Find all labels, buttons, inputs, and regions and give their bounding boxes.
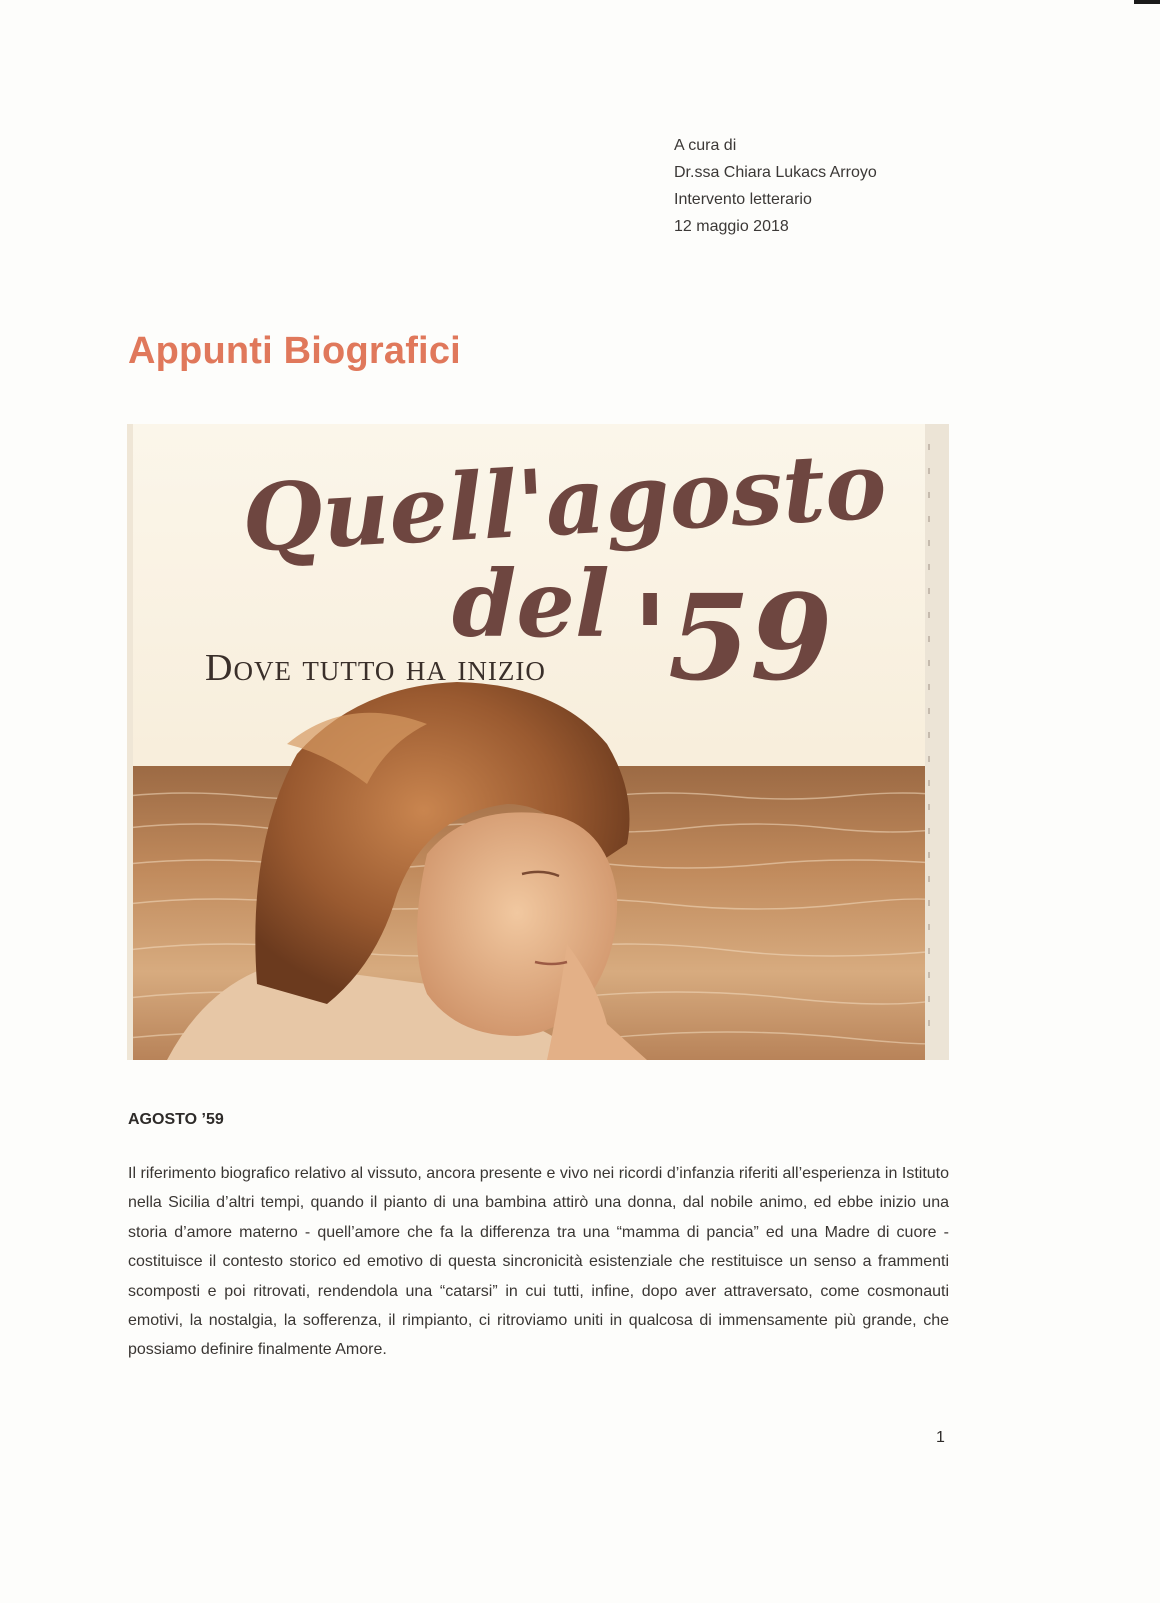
event-type: Intervento letterario [674, 191, 812, 208]
page-number: 1 [936, 1429, 945, 1446]
book-cover-image [127, 424, 949, 1060]
body-paragraph: Il riferimento biografico relativo al vissuto, ancora presente e vivo nei ricordi d’infanzia riferiti all’esperienza in Istituto nella Sicilia d’altri tempi, quando il pianto di una bambina attirò una donna, dal nobile animo, ed ebbe inizio una storia d’amore materno - quell’amore che fa la differenza tra una “mamma di pancia” ed una Madre di cuore - costituisce il contesto storico ed emotivo di questa sincronicità esistenziale che restituisce un senso a frammenti scomposti e poi ritrovati, rendendola una “catarsi” in cui tutti, infine, dopo aver attraversato, come cosmonauti emotivi, la nostalgia, la sofferenza, il rimpianto, ci ritroviamo uniti in qualcosa di immensamente più grande, che possiamo definire finalmente Amore. [128, 1165, 949, 1359]
credit-label: A cura di [674, 137, 737, 154]
scan-edge-mark [1134, 0, 1160, 4]
cover-title-year: '59 [632, 568, 833, 707]
event-date: 12 maggio 2018 [674, 218, 789, 235]
header-credits [674, 132, 877, 240]
page-title: Appunti Biografici [128, 330, 461, 372]
cover-title-line2: del [452, 550, 610, 658]
cover-subtitle: Dove tutto ha inizio [205, 647, 546, 689]
section-heading: AGOSTO ’59 [128, 1111, 224, 1128]
cover-title-line1: Quell'agosto [239, 431, 889, 573]
author-name: Dr.ssa Chiara Lukacs Arroyo [674, 164, 877, 181]
